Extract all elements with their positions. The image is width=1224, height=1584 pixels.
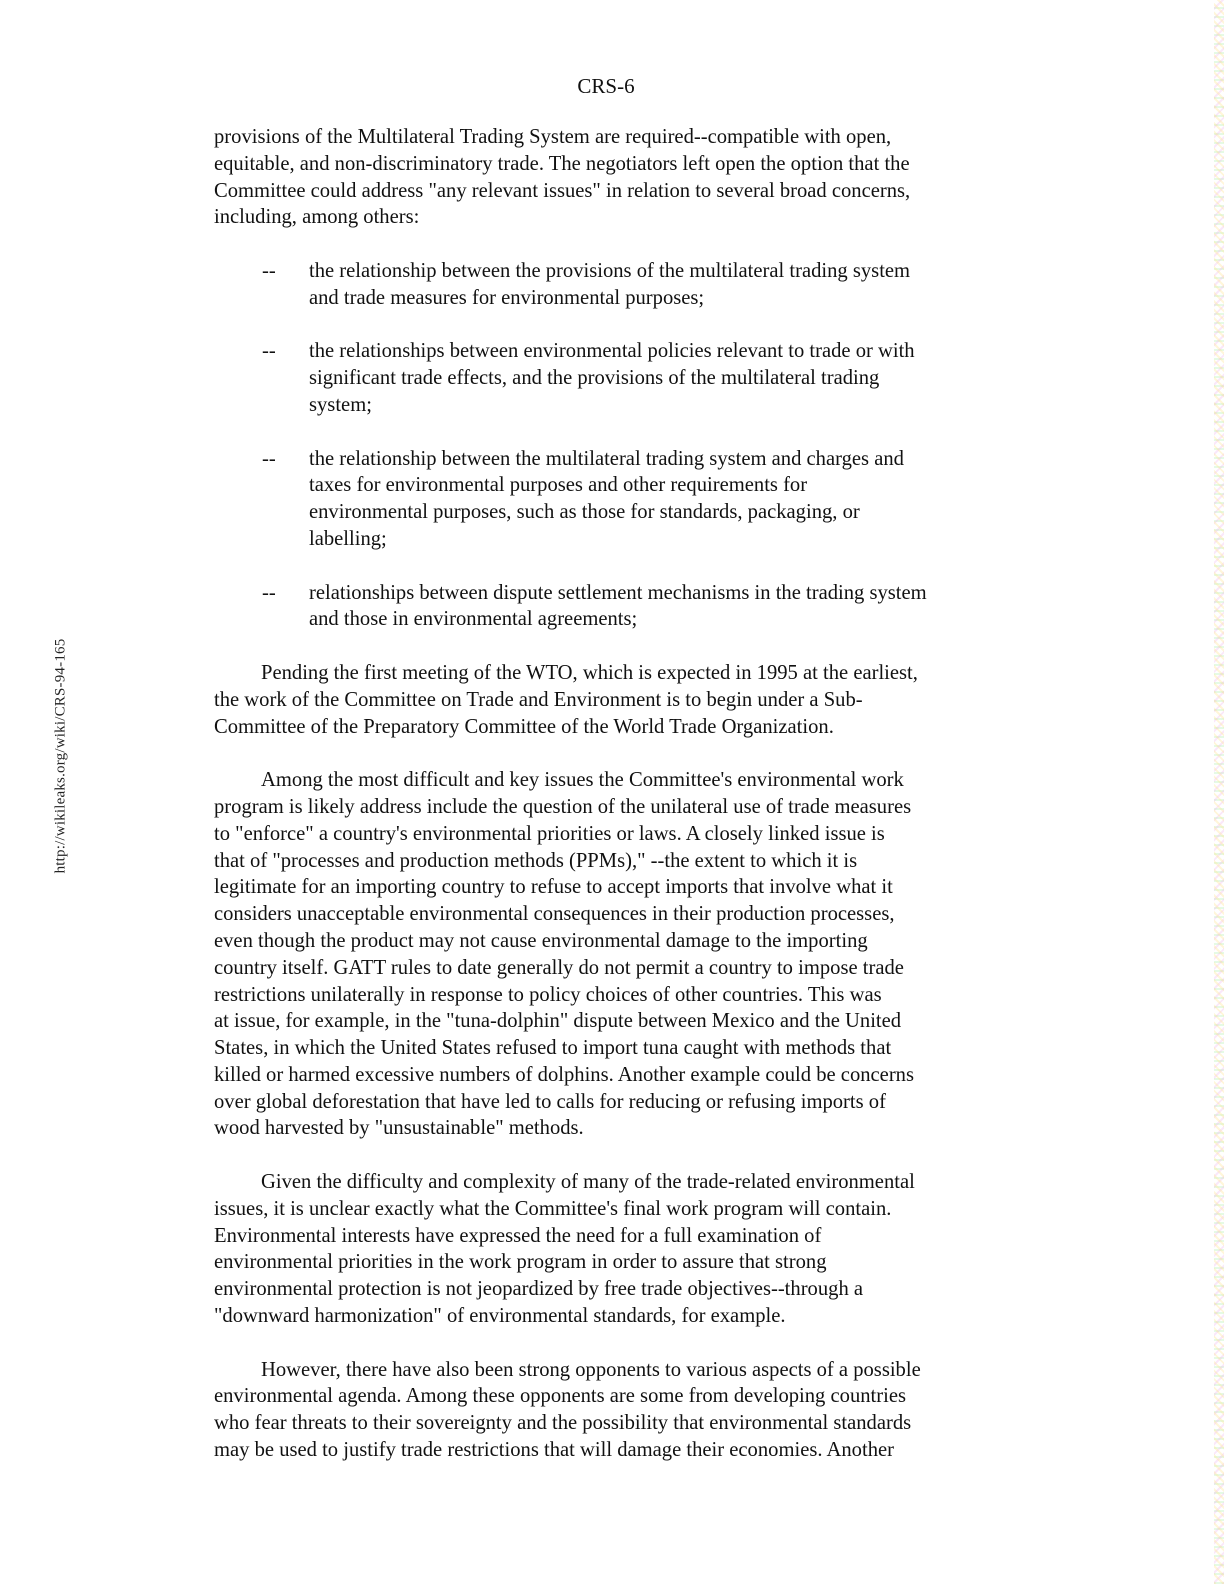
bullet-dash: -- (262, 340, 276, 363)
text-line: significant trade effects, and the provisions of the multilateral trading (309, 367, 880, 390)
text-line: country itself. GATT rules to date generally do not permit a country to impose trade (214, 956, 904, 979)
text-line: the relationship between the provisions of the multilateral trading system (309, 259, 911, 282)
paragraph-key-issues (214, 767, 1014, 1142)
text-line: even though the product may not cause environmental damage to the importing (214, 929, 868, 952)
paragraph-wto-pending (214, 660, 1014, 740)
text-line: States, in which the United States refused to import tuna caught with methods that (214, 1037, 892, 1060)
text-line: wood harvested by "unsustainable" methods. (214, 1117, 584, 1140)
text-line: may be used to justify trade restrictions that will damage their economies. Another (214, 1439, 894, 1462)
text-line: at issue, for example, in the "tuna-dolphin" dispute between Mexico and the United (214, 1010, 902, 1033)
side-url-watermark: http://wikileaks.org/wiki/CRS-94-165 (52, 638, 69, 874)
text-line: environmental purposes, such as those for standards, packaging, or (309, 501, 860, 524)
text-line: Environmental interests have expressed the need for a full examination of (214, 1224, 822, 1247)
text-line: and trade measures for environmental purposes; (309, 286, 705, 309)
bullet-dash: -- (262, 447, 276, 470)
text-line: equitable, and non-discriminatory trade. The negotiators left open the option that the (214, 152, 910, 175)
paragraph-opponents (214, 1357, 1014, 1464)
text-line: legitimate for an importing country to refuse to accept imports that involve what it (214, 876, 893, 899)
text-line: Pending the first meeting of the WTO, which is expected in 1995 at the earliest, (261, 661, 918, 684)
bullet-item (214, 446, 1014, 553)
text-line: system; (309, 393, 372, 416)
text-line: environmental agenda. Among these opponents are some from developing countries (214, 1385, 906, 1408)
text-line: who fear threats to their sovereignty and the possibility that environmental standards (214, 1412, 912, 1435)
text-line: environmental priorities in the work program in order to assure that strong (214, 1251, 827, 1274)
text-line: Among the most difficult and key issues the Committee's environmental work (261, 769, 904, 792)
bullet-text (309, 258, 1014, 312)
text-line: program is likely address include the question of the unilateral use of trade measures (214, 795, 912, 818)
text-line: and those in environmental agreements; (309, 608, 638, 631)
page-header: CRS-6 (577, 74, 635, 98)
text-line: to "enforce" a country's environmental priorities or laws. A closely linked issue is (214, 822, 885, 845)
bullet-dash: -- (262, 581, 276, 604)
text-line: Committee of the Preparatory Committee of the World Trade Organization. (214, 715, 834, 738)
text-line: the work of the Committee on Trade and Environment is to begin under a Sub- (214, 688, 863, 711)
text-line: "downward harmonization" of environmental standards, for example. (214, 1305, 786, 1328)
text-line: including, among others: (214, 206, 420, 229)
text-line: restrictions unilaterally in response to policy choices of other countries. This was (214, 983, 882, 1006)
bullet-text (309, 338, 1014, 418)
text-line: taxes for environmental purposes and other requirements for (309, 474, 808, 497)
text-line: labelling; (309, 527, 387, 550)
text-line: that of "processes and production methods (PPMs)," --the extent to which it is (214, 849, 858, 872)
bullet-item (214, 258, 1014, 312)
bullet-dash: -- (262, 259, 276, 282)
text-line: killed or harmed excessive numbers of dolphins. Another example could be concerns (214, 1063, 914, 1086)
document-body (214, 124, 1014, 1491)
paragraph-work-program (214, 1169, 1014, 1330)
text-line: relationships between dispute settlement mechanisms in the trading system (309, 581, 927, 604)
scan-edge-artifact (1214, 0, 1224, 1584)
bullet-text (309, 580, 1014, 634)
text-line: Committee could address "any relevant issues" in relation to several broad concerns, (214, 179, 911, 202)
bullet-item (214, 580, 1014, 634)
text-line: issues, it is unclear exactly what the Committee's final work program will contain. (214, 1197, 892, 1220)
text-line: Given the difficulty and complexity of many of the trade-related environmental (261, 1171, 915, 1194)
text-line: the relationship between the multilateral trading system and charges and (309, 447, 904, 470)
text-line: over global deforestation that have led to calls for reducing or refusing imports of (214, 1090, 886, 1113)
text-line: the relationships between environmental policies relevant to trade or with (309, 340, 915, 363)
text-line: provisions of the Multilateral Trading System are required--compatible with open, (214, 126, 892, 148)
bullet-text (309, 446, 1014, 553)
text-line: However, there have also been strong opponents to various aspects of a possible (261, 1358, 921, 1381)
text-line: considers unacceptable environmental consequences in their production processes, (214, 903, 895, 926)
intro-paragraph (214, 124, 1014, 231)
bullet-item (214, 338, 1014, 418)
text-line: environmental protection is not jeopardized by free trade objectives--through a (214, 1278, 864, 1301)
